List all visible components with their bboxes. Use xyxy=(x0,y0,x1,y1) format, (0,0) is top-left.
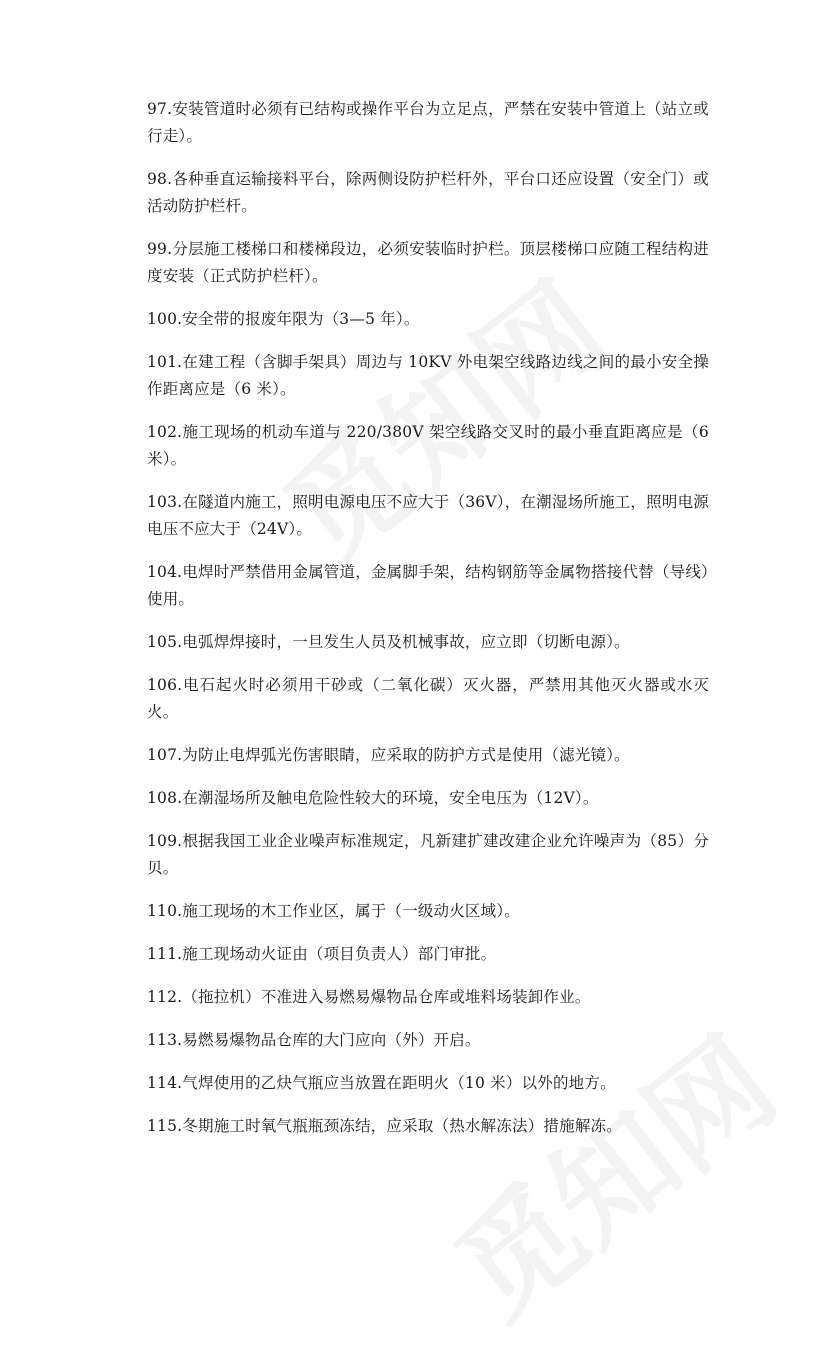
list-item: 106.电石起火时必须用干砂或（二氧化碳）灭火器，严禁用其他灭火器或水灭火。 xyxy=(147,676,709,721)
list-item: 100.安全带的报废年限为（3—5 年）。 xyxy=(147,310,420,328)
list-item: 104.电焊时严禁借用金属管道，金属脚手架，结构钢筋等金属物搭接代替（导线）使用。 xyxy=(147,563,709,608)
list-item: 108.在潮湿场所及触电危险性较大的环境，安全电压为（12V）。 xyxy=(147,789,599,807)
list-item: 111.施工现场动火证由（项目负责人）部门审批。 xyxy=(147,945,497,963)
list-item: 113.易燃易爆物品仓库的大门应向（外）开启。 xyxy=(147,1031,481,1049)
list-item: 107.为防止电焊弧光伤害眼睛，应采取的防护方式是使用（滤光镜）。 xyxy=(147,746,630,764)
list-item: 103.在隧道内施工，照明电源电压不应大于（36V），在潮湿场所施工，照明电源电压不应大于（24V）。 xyxy=(147,493,709,538)
list-item: 97.安装管道时必须有已结构或操作平台为立足点，严禁在安装中管道上（站立或行走）。 xyxy=(147,100,709,145)
list-item: 112.（拖拉机）不准进入易燃易爆物品仓库或堆料场装卸作业。 xyxy=(147,988,591,1006)
list-item: 109.根据我国工业企业噪声标准规定，凡新建扩建改建企业允许噪声为（85）分贝。 xyxy=(147,832,709,877)
question-list xyxy=(147,96,709,1156)
list-item: 110.施工现场的木工作业区，属于（一级动火区域）。 xyxy=(147,902,520,920)
list-item: 99.分层施工楼梯口和楼梯段边，必须安装临时护栏。顶层楼梯口应随工程结构进度安装（正式防护栏杆）。 xyxy=(147,240,709,285)
list-item: 102.施工现场的机动车道与 220/380V 架空线路交叉时的最小垂直距离应是（6 米）。 xyxy=(147,423,709,468)
list-item: 101.在建工程（含脚手架具）周边与 10KV 外电架空线路边线之间的最小安全操作距离应是（6 米）。 xyxy=(147,353,709,398)
list-item: 105.电弧焊焊接时，一旦发生人员及机械事故，应立即（切断电源）。 xyxy=(147,633,630,651)
list-item: 115.冬期施工时氧气瓶瓶颈冻结，应采取（热水解冻法）措施解冻。 xyxy=(147,1117,622,1135)
list-item: 114.气焊使用的乙炔气瓶应当放置在距明火（10 米）以外的地方。 xyxy=(147,1074,616,1092)
list-item: 98.各种垂直运输接料平台，除两侧设防护栏杆外，平台口还应设置（安全门）或活动防护栏杆。 xyxy=(147,170,709,215)
